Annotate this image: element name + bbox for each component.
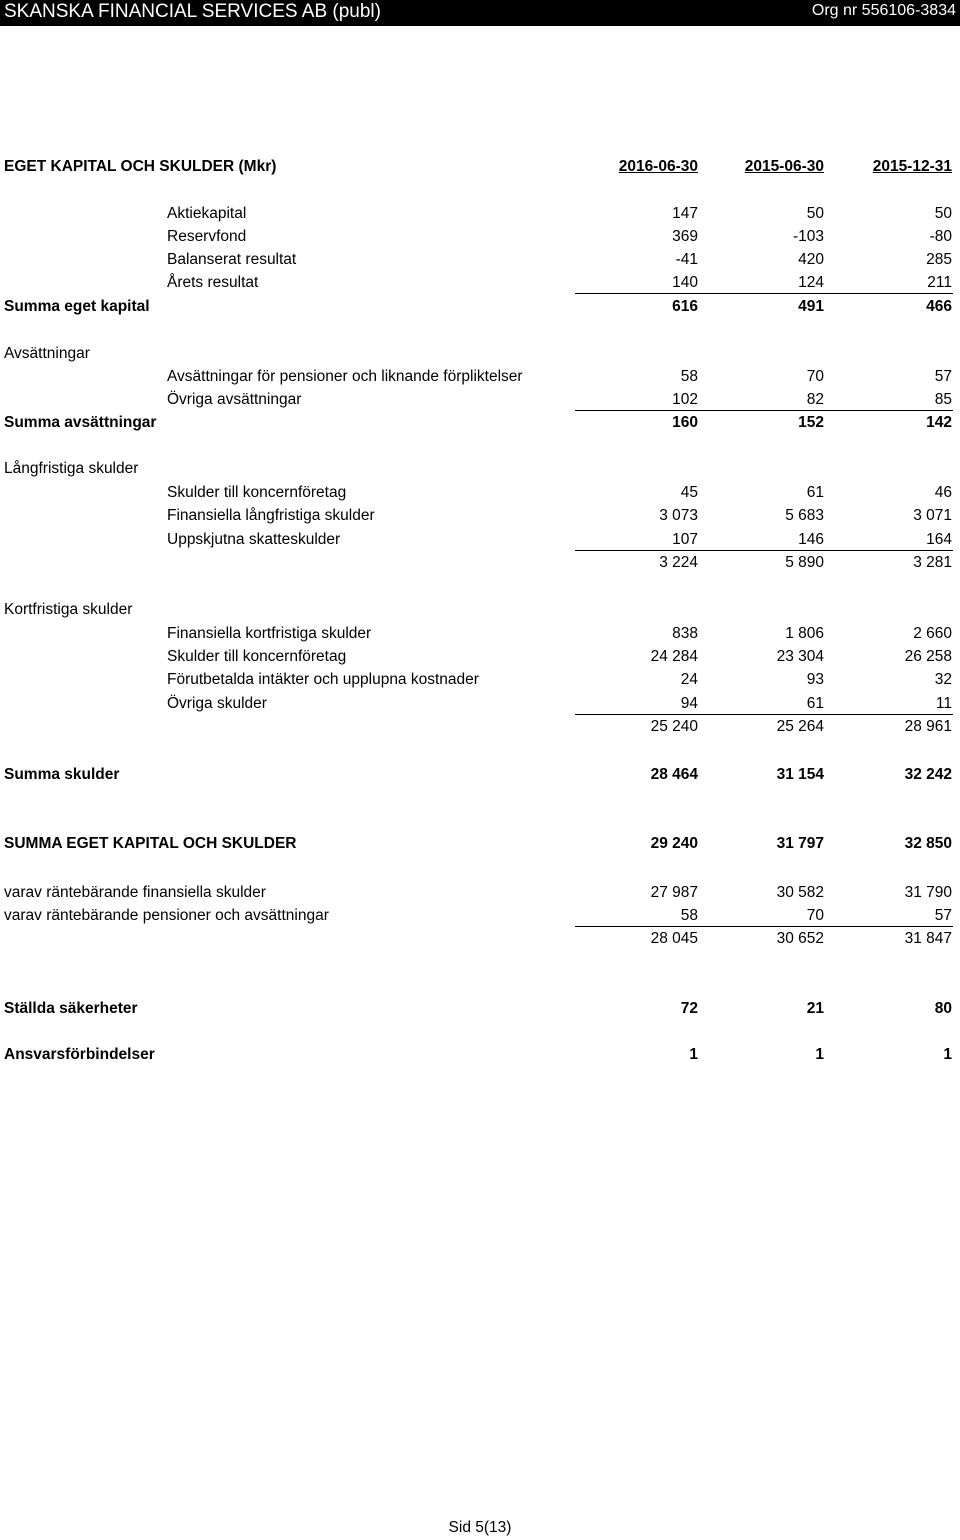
row-label: Årets resultat	[167, 274, 259, 291]
value-2016-06-30: 24	[680, 671, 698, 688]
value-2015-06-30: 491	[798, 298, 824, 315]
value-2015-06-30: 1 806	[785, 625, 824, 642]
value-2016-06-30: -41	[675, 251, 698, 268]
value-2015-12-31: 26 258	[904, 648, 952, 665]
value-2015-06-30: 50	[806, 205, 824, 222]
value-2015-06-30: 23 304	[776, 648, 824, 665]
row-label: varav räntebärande pensioner och avsättningar	[4, 907, 329, 924]
row-finansiella-langfristiga-skulder	[0, 507, 960, 527]
section-label: Avsättningar	[4, 345, 90, 362]
value-2015-12-31: 46	[934, 484, 952, 501]
value-2015-12-31: 31 790	[904, 884, 952, 901]
value-2015-06-30: 124	[798, 274, 824, 291]
value-2015-06-30: 93	[806, 671, 824, 688]
row-summa-skulder	[0, 766, 960, 786]
value-2015-12-31: 57	[934, 907, 952, 924]
value-2016-06-30: 3 224	[659, 554, 698, 571]
row-stallda-sakerheter	[0, 1000, 960, 1020]
value-2016-06-30: 147	[672, 205, 698, 222]
value-2015-12-31: 285	[926, 251, 952, 268]
value-2015-12-31: 1	[943, 1046, 952, 1063]
row-label: Finansiella långfristiga skulder	[167, 507, 375, 524]
row-skulder-koncernforetag-kort	[0, 648, 960, 668]
row-rantebarande-pensioner	[0, 907, 960, 927]
row-label: Övriga avsättningar	[167, 391, 302, 408]
row-subtotal-kortfristiga	[0, 718, 960, 738]
value-2015-12-31: -80	[929, 228, 952, 245]
value-2015-12-31: 3 071	[913, 507, 952, 524]
value-2016-06-30: 107	[672, 531, 698, 548]
row-subtotal-langfristiga	[0, 554, 960, 574]
row-label: Ställda säkerheter	[4, 1000, 138, 1017]
subtotal-rule	[575, 410, 953, 411]
row-skulder-koncernforetag-lang	[0, 484, 960, 504]
value-2015-12-31: 11	[935, 695, 952, 712]
row-label: Balanserat resultat	[167, 251, 297, 268]
value-2015-12-31: 32 242	[904, 766, 952, 783]
value-2016-06-30: 616	[672, 298, 698, 315]
value-2015-06-30: 82	[806, 391, 824, 408]
row-label: Summa avsättningar	[4, 414, 157, 431]
value-2015-06-30: 25 264	[776, 718, 824, 735]
value-2016-06-30: 369	[672, 228, 698, 245]
row-summa-eget-kapital	[0, 298, 960, 318]
value-2015-06-30: 5 890	[785, 554, 824, 571]
row-label: Övriga skulder	[167, 695, 267, 712]
value-2015-12-31: 85	[934, 391, 952, 408]
value-2015-06-30: 70	[806, 907, 824, 924]
row-label: Förutbetalda intäkter och upplupna kostnader	[167, 671, 479, 688]
statement-title: EGET KAPITAL OCH SKULDER (Mkr)	[4, 158, 277, 175]
value-2015-12-31: 32 850	[904, 835, 952, 852]
value-2015-06-30: 31 154	[776, 766, 824, 783]
value-2016-06-30: 72	[680, 1000, 698, 1017]
column-header-2016-06-30: 2016-06-30	[618, 158, 698, 175]
row-label: SUMMA EGET KAPITAL OCH SKULDER	[4, 835, 297, 852]
subtotal-rule	[575, 550, 953, 551]
row-ovriga-skulder	[0, 695, 960, 715]
row-finansiella-kortfristiga-skulder	[0, 625, 960, 645]
value-2016-06-30: 160	[672, 414, 698, 431]
subtotal-rule	[575, 926, 953, 927]
row-aktiekapital	[0, 205, 960, 225]
column-header-2015-12-31: 2015-12-31	[872, 158, 952, 175]
row-summa-eget-kapital-och-skulder	[0, 835, 960, 855]
row-balanserat-resultat	[0, 251, 960, 271]
subtotal-rule	[575, 714, 953, 715]
value-2015-06-30: 21	[806, 1000, 824, 1017]
section-avsattningar	[0, 345, 960, 365]
value-2016-06-30: 29 240	[650, 835, 698, 852]
row-label: varav räntebärande finansiella skulder	[4, 884, 266, 901]
value-2015-06-30: 5 683	[785, 507, 824, 524]
section-langfristiga-skulder	[0, 460, 960, 480]
value-2016-06-30: 58	[680, 907, 698, 924]
value-2016-06-30: 838	[672, 625, 698, 642]
value-2015-06-30: 146	[798, 531, 824, 548]
value-2015-12-31: 32	[934, 671, 952, 688]
section-label: Långfristiga skulder	[4, 460, 139, 477]
row-reservfond	[0, 228, 960, 248]
value-2015-06-30: 420	[798, 251, 824, 268]
value-2016-06-30: 28 464	[650, 766, 698, 783]
row-label: Summa eget kapital	[4, 298, 150, 315]
value-2016-06-30: 24 284	[650, 648, 698, 665]
value-2015-12-31: 211	[927, 274, 952, 291]
row-label: Finansiella kortfristiga skulder	[167, 625, 372, 642]
row-ovriga-avsattningar	[0, 391, 960, 411]
value-2015-06-30: 61	[806, 484, 824, 501]
value-2016-06-30: 27 987	[650, 884, 698, 901]
value-2016-06-30: 45	[680, 484, 698, 501]
subtotal-rule	[575, 293, 953, 294]
value-2015-12-31: 31 847	[904, 930, 952, 947]
value-2015-12-31: 80	[934, 1000, 952, 1017]
value-2015-12-31: 57	[934, 368, 952, 385]
value-2015-06-30: 30 582	[776, 884, 824, 901]
row-avsattningar-pensioner	[0, 368, 960, 388]
value-2015-12-31: 466	[926, 298, 952, 315]
row-forutbetalda-intakter	[0, 671, 960, 691]
section-kortfristiga-skulder	[0, 601, 960, 621]
value-2016-06-30: 140	[672, 274, 698, 291]
value-2016-06-30: 1	[689, 1046, 698, 1063]
value-2015-06-30: -103	[792, 228, 824, 245]
row-label: Reservfond	[167, 228, 247, 245]
value-2015-06-30: 152	[798, 414, 824, 431]
row-uppskjutna-skatteskulder	[0, 531, 960, 551]
row-arets-resultat	[0, 274, 960, 294]
value-2016-06-30: 25 240	[650, 718, 698, 735]
row-summa-avsattningar	[0, 414, 960, 434]
value-2016-06-30: 58	[680, 368, 698, 385]
column-header-2015-06-30: 2015-06-30	[744, 158, 824, 175]
row-label: Summa skulder	[4, 766, 120, 783]
value-2015-12-31: 50	[934, 205, 952, 222]
value-2016-06-30: 94	[680, 695, 698, 712]
value-2015-12-31: 142	[926, 414, 952, 431]
value-2015-06-30: 30 652	[776, 930, 824, 947]
row-label: Avsättningar för pensioner och liknande förpliktelser	[167, 368, 523, 385]
value-2015-06-30: 70	[806, 368, 824, 385]
row-subtotal-rantebarande	[0, 930, 960, 950]
page-header	[0, 0, 960, 26]
row-label: Ansvarsförbindelser	[4, 1046, 155, 1063]
page-number: Sid 5(13)	[448, 1519, 512, 1536]
row-label: Aktiekapital	[167, 205, 247, 222]
row-label: Skulder till koncernföretag	[167, 484, 347, 501]
row-label: Uppskjutna skatteskulder	[167, 531, 341, 548]
value-2015-06-30: 61	[806, 695, 824, 712]
value-2015-12-31: 28 961	[904, 718, 952, 735]
row-ansvarsforbindelser	[0, 1046, 960, 1066]
value-2015-12-31: 3 281	[913, 554, 952, 571]
value-2016-06-30: 102	[672, 391, 698, 408]
value-2016-06-30: 28 045	[650, 930, 698, 947]
company-name: SKANSKA FINANCIAL SERVICES AB (publ)	[4, 1, 381, 22]
value-2015-12-31: 2 660	[913, 625, 952, 642]
row-rantebarande-finansiella-skulder	[0, 884, 960, 904]
section-label: Kortfristiga skulder	[4, 601, 133, 618]
row-label: Skulder till koncernföretag	[167, 648, 347, 665]
org-number: Org nr 556106-3834	[811, 2, 956, 19]
value-2015-06-30: 31 797	[776, 835, 824, 852]
value-2015-12-31: 164	[926, 531, 952, 548]
value-2015-06-30: 1	[815, 1046, 824, 1063]
value-2016-06-30: 3 073	[659, 507, 698, 524]
